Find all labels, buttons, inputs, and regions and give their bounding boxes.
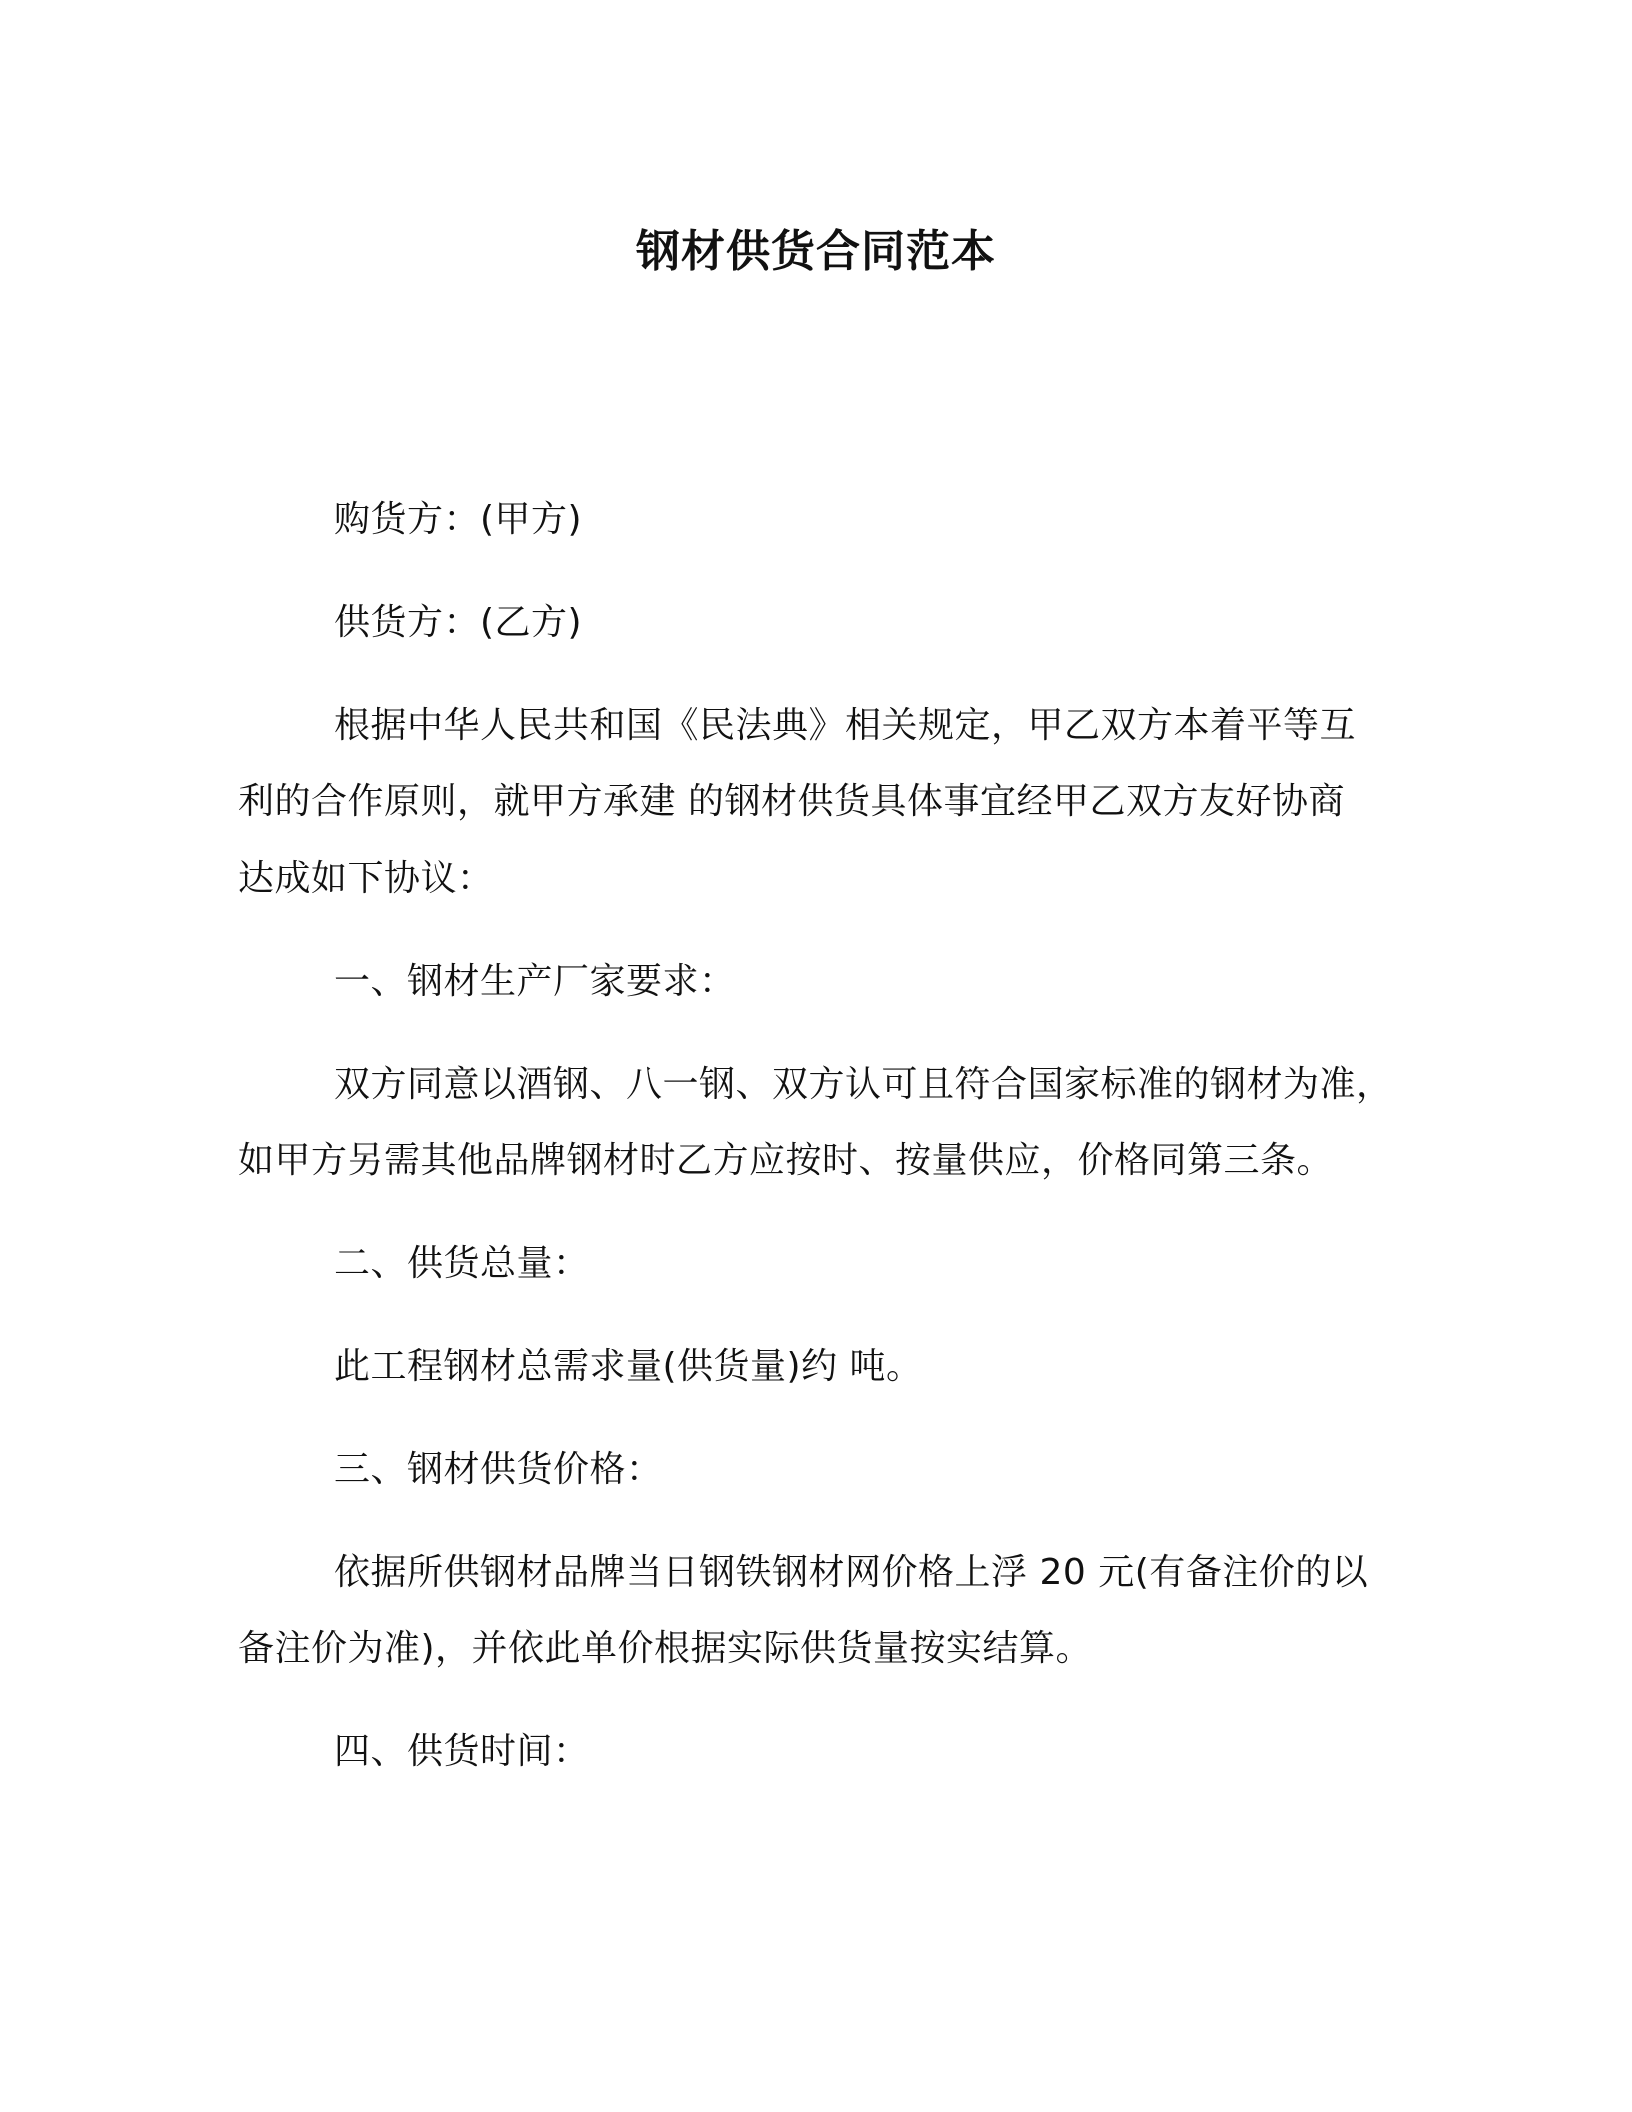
section-1-line-2: 如甲方另需其他品牌钢材时乙方应按时、按量供应，价格同第三条。 (238, 1140, 1334, 1181)
section-4-heading: 四、供货时间： (334, 1731, 590, 1772)
section-2-line-1: 此工程钢材总需求量(供货量)约 吨。 (334, 1346, 923, 1387)
section-3-heading: 三、钢材供货价格： (334, 1449, 663, 1490)
supplier-line: 供货方：(乙方) (334, 602, 583, 643)
preamble-line-2: 利的合作原则，就甲方承建 的钢材供货具体事宜经甲乙双方友好协商 (238, 781, 1345, 822)
section-3-line-1: 依据所供钢材品牌当日钢铁钢材网价格上浮 20 元(有备注价的以 (334, 1552, 1369, 1593)
preamble-line-3: 达成如下协议： (238, 858, 494, 899)
section-1-line-1: 双方同意以酒钢、八一钢、双方认可且符合国家标准的钢材为准， (334, 1064, 1393, 1105)
section-3-line-2: 备注价为准)，并依此单价根据实际供货量按实结算。 (238, 1628, 1093, 1669)
section-1-heading: 一、钢材生产厂家要求： (334, 961, 736, 1002)
document-title: 钢材供货合同范本 (636, 226, 996, 277)
preamble-line-1: 根据中华人民共和国《民法典》相关规定，甲乙双方本着平等互 (334, 705, 1357, 746)
buyer-line: 购货方：(甲方) (334, 499, 583, 540)
section-2-heading: 二、供货总量： (334, 1243, 590, 1284)
